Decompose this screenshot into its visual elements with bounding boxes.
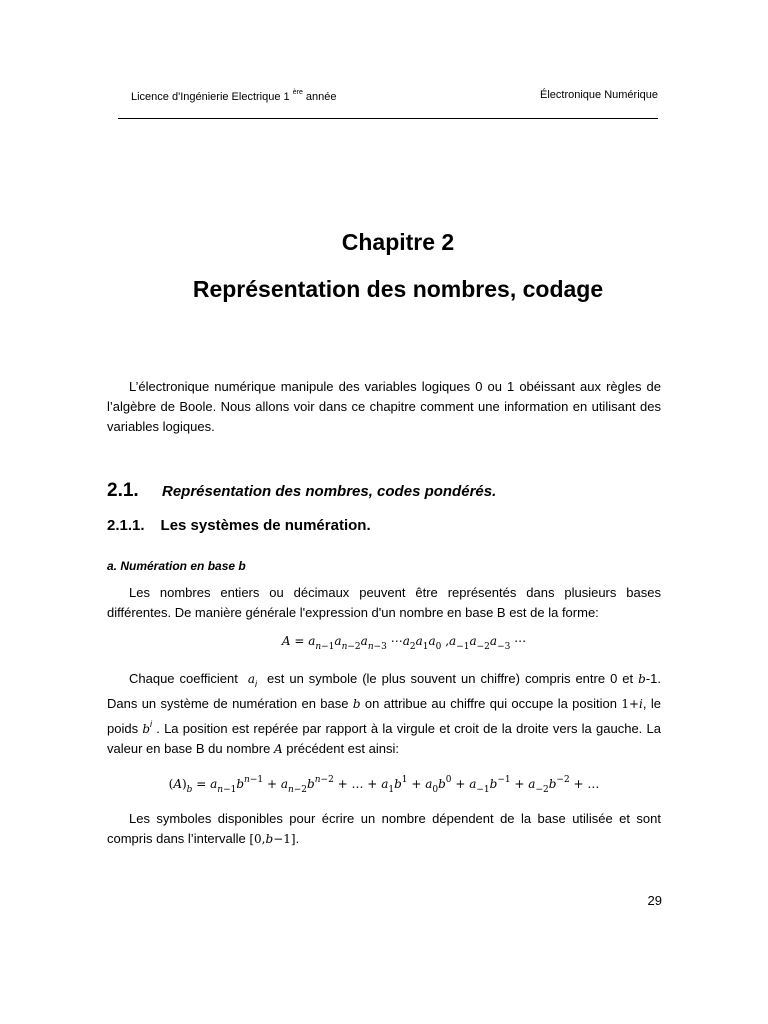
intro-paragraph: L’électronique numérique manipule des variables logiques 0 ou 1 obéissant aux règles de l’algèbre de Boole. Nous allons voir dans ce chapitre comment une information en utilisant des variables logiques.: [107, 379, 661, 434]
header-superscript: ère: [292, 89, 303, 96]
paragraph-base-intro: Les nombres entiers ou décimaux peuvent être représentés dans plusieurs bases différentes. De manière générale l'expression d'un nombre en base B est de la forme:: [107, 585, 661, 620]
subsection-heading: [107, 517, 371, 534]
formula-base-value: $(A)_b = a_{n-1}b^{n-1} + a_{n-2}b^{n-2}$ + … + $a_1b^1 + a_0b^0 + a_{-1}b^{-1} + a_{-2}b^{-2}$ + …: [168, 775, 600, 795]
chapter-title: Représentation des nombres, codage: [192, 276, 604, 302]
subsection-title: Les systèmes de numération.: [160, 517, 371, 534]
chapter-number: Chapitre 2: [341, 229, 455, 255]
header-rule: [118, 118, 658, 119]
header-year: année: [305, 91, 337, 103]
paragraph-symbols: Les symboles disponibles pour écrire un nombre dépendent de la base utilisée et sont compris dans l’intervalle [0,b−1].: [107, 811, 661, 846]
formula-number-expression: $A = a_{n-1}a_{n-2}a_{n-3}$ $\cdots a_2a_1a_0$ $,a_{-1}a_{-2}a_{-3}$ ⋯: [281, 634, 527, 652]
section-title: Représentation des nombres, codes pondérés.: [162, 483, 497, 500]
page-number: 29: [647, 893, 662, 908]
header-course: Licence d'Ingénierie Electrique 1: [131, 91, 290, 103]
header-left: [131, 89, 337, 103]
subsubsection-heading: a. Numération en base b: [107, 559, 246, 573]
section-number: 2.1.: [107, 480, 139, 501]
header-right: Électronique Numérique: [539, 89, 658, 101]
subsection-number: 2.1.1.: [107, 517, 145, 534]
paragraph-coefficients: Chaque coefficient $a_i$ est un symbole (le plus souvent un chiffre) compris entre 0 et b-1. Dans un système de numération en base b on attribue au chiffre qui occupe la position 1+i, le poids $b^i$ . La position est repérée par rapport à la virgule et croit de la droite vers la gauche. La valeur en base B du nombre A précédent est ainsi:: [107, 671, 661, 756]
